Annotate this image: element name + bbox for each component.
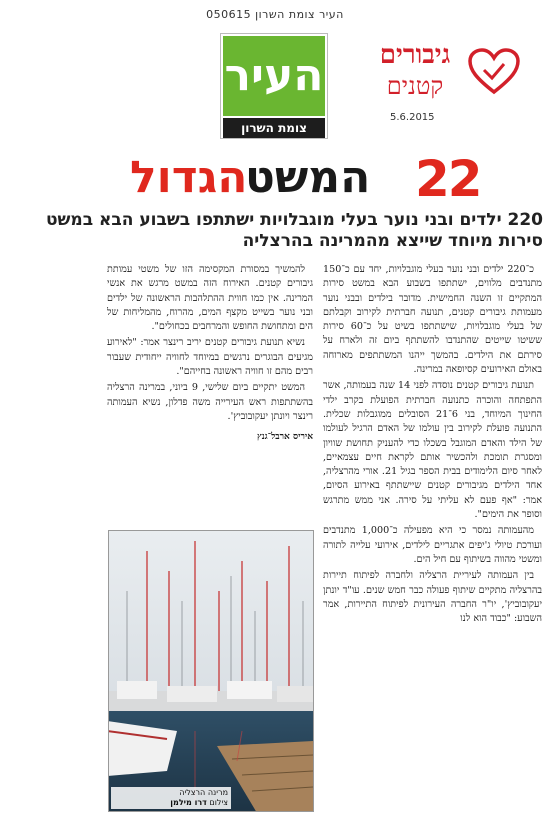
article-column-right — [323, 263, 542, 815]
paragraph: כ־220 ילדים ובני נוער בעלי מוגבלויות, יחד עם כ־150 מתנדבים מלווים, ישתתפו בשבוע הבא במשט סירות המתקיים זו השנה החמישית. מדובר בילדים ובבני נוער מעמותת גיבורים קטנים, תנועה חברתית לקירוב וקבלתם של בעלי מוגבלויות, שישתתפו בשיט על כ־60 סירות ששיטו שייטים שהתנדבו להשתתף ביום זה ולארח על סירתם את הילדים. בהמשך ייהנו המשתתפים מארוחה באולם האירועים קסיופאה במרינה. — [323, 264, 542, 376]
photo-credit-name: דרו מילמן — [170, 798, 207, 807]
paragraph: המשט יתקיים ביום שלישי, 9 ביוני, במרינה הרצליה בהשתתפות ראש העירייה משה פדלון, נשיא העמותה רינצר ויונתן יעקובוביץ'. — [107, 382, 313, 422]
photo-caption — [111, 787, 231, 809]
marina-photo-image — [108, 531, 313, 812]
newspaper-logo-subtitle-bar — [223, 118, 325, 138]
headline-title-red: הגדול — [130, 152, 248, 203]
newspaper-logo-name-box — [223, 36, 325, 116]
paragraph: תנועת גיבורים קטנים נוסדה לפני 14 שנה בעמותה, אשר התפתחה והוכרה כתנועה חברתית הפועלת בקרב ילדי החינוך המיוחד, בני 6־21 הסובלים ממוגבלות שכלית. התנועה פועלת לקירוב בין עולמו של האדם הרגיל לעולמו של הילד והאדם המוגבל בשכלו כדי להעניק תחושת שוויון ומסגרת תומכת ולהכשיר אותם לקראת חיים עצמאיים, לאחר סיום הלימודים בבית הספר בגיל 21. אורי מהרצליה, אחד הילדים מגיבורים קטנים שיישתתף באירוע הסיום, אמר: "אף פעם לא עליתי על סירה. אני ממש מתרגש וסופר את הימים". — [323, 380, 542, 521]
article-column-left — [107, 263, 313, 503]
source-line: העיר צומת השרון 050615 — [206, 8, 344, 21]
headline — [0, 150, 550, 212]
paragraph: בין העמותה לעיריית הרצליה ולחברה לפיתוח תיירות בהרצליה מתקיים שיתוף פעולה כבר חמש שנים. עו"ד יונתן יעקובוביץ', יו"ר החברה העירונית לפיתוח התיירות, אמר השבוע: "כבוד הוא לנו — [323, 570, 542, 625]
subheadline: 220 ילדים ובני נוער בעלי מוגבלויות ישתתפו בשבוע הבא במשט סירות מיוחד שייצא מהמרינה בהרצליה — [45, 210, 543, 251]
org-logo-date: 5.6.2015 — [390, 112, 435, 123]
org-logo-line2: קטנים — [386, 72, 444, 100]
heart-icon — [468, 48, 520, 96]
headline-title-black: המשט — [245, 152, 371, 203]
byline: איריס ארבל־גנץ — [257, 432, 313, 443]
newspaper-logo-subtitle: צומת השרון — [241, 121, 307, 135]
newspaper-logo-name: העיר — [224, 50, 324, 101]
newspaper-logo — [220, 33, 328, 139]
paragraph: מהעמותה נמסר כי היא מפעילה כ־1,000 מתנדבים ועורכת טיולי ג'יפים אתגריים לילדים, אירועי עלייה לתורה ומשטי מהווה בשיתוף עם חיל הים. — [323, 525, 542, 565]
photo-caption-title: מרינה הרצליה — [179, 788, 228, 797]
photo-credit — [114, 798, 228, 808]
org-logo-line1: גיבורים — [379, 40, 451, 70]
headline-number: 22 — [415, 150, 481, 208]
marina-photo — [108, 530, 314, 812]
photo-credit-label: צילום — [206, 798, 228, 807]
organization-logo — [350, 40, 525, 135]
paragraph: נשיא תנועת גיבורים קטנים יריב רינצר אמר: "לאירוע מגיעים הבוגרים נרגשים במיוחד לחוויה ייחודית שעבור רבים מהם זו חוויה ראשונה בחייהם". — [107, 337, 313, 378]
paragraph: להמשיך במסורת המקסימה הזו של משטי עמותת גיבורים קטנים. האירוח הזה במשט מרגש את אנשי המרינה. אין כמו חווית ההתלהבות הראשונה של ילדים ובני נוער בשייט מקצף המים, מהרוח, מהמליחות של הים ומתחושת החופש והמרחבים בכחולים". — [107, 264, 313, 333]
